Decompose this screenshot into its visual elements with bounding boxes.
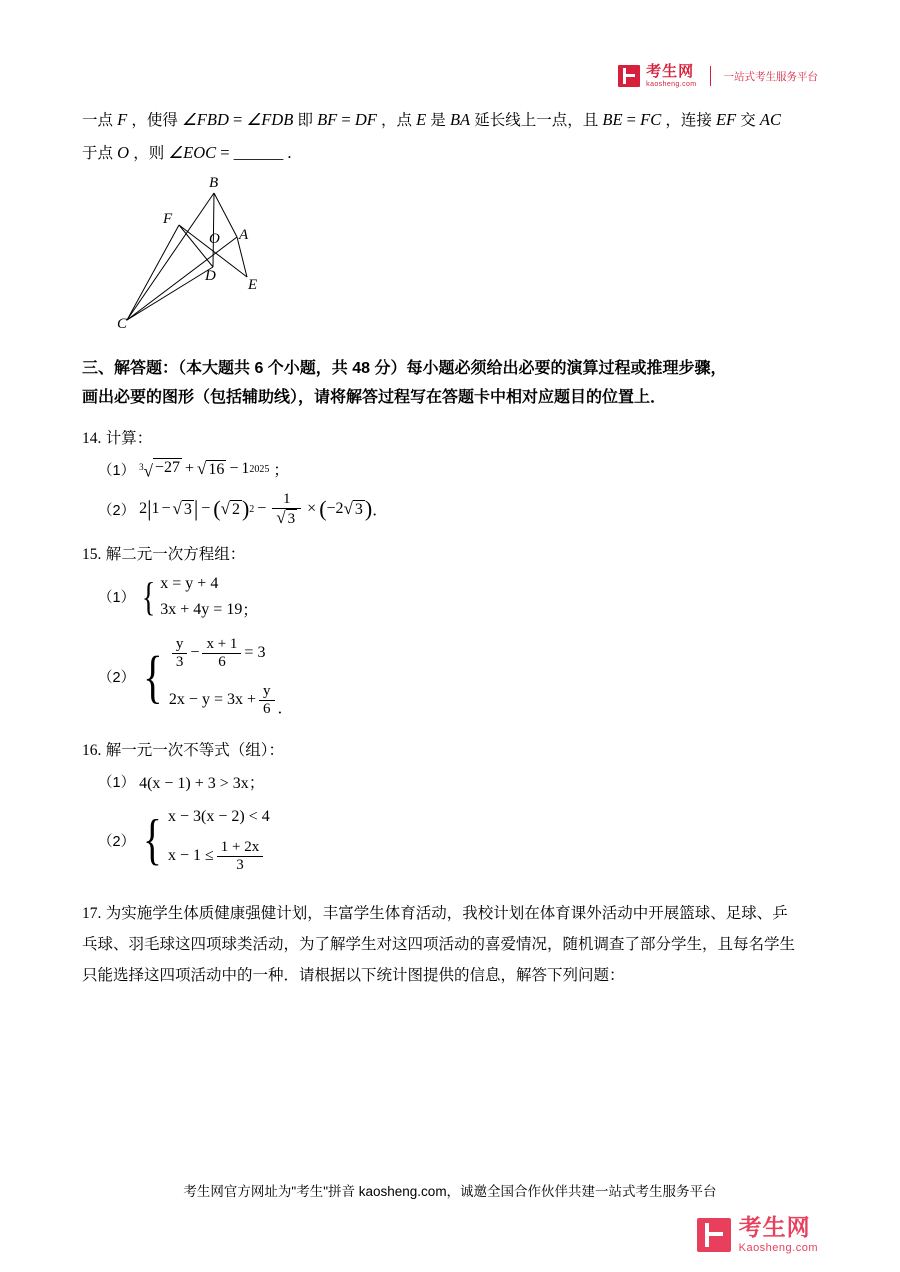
power-base: 1	[241, 460, 250, 478]
inequality-2	[168, 839, 270, 874]
inequality-2-left: x − 1 ≤	[167, 847, 214, 865]
power-exponent: 2025	[249, 463, 270, 475]
sqrt-two	[221, 500, 242, 519]
figure-label-E: E	[248, 277, 258, 293]
question-16-sub1	[98, 770, 822, 793]
sqrt-sign-3: √	[220, 498, 230, 518]
abs-bar-open: |	[147, 496, 152, 522]
period-2: ．	[372, 502, 388, 520]
question-16-sub2-label: （2）	[98, 833, 136, 850]
question-15-sub2-label: （2）	[98, 670, 136, 687]
word-is: 是	[430, 112, 446, 129]
question-15-number: 15.	[82, 545, 102, 563]
question-16-sub1-expr: 4(x − 1) + 3 > 3x；	[139, 774, 265, 792]
header-logo	[618, 64, 818, 88]
paren-open-1: (	[213, 496, 221, 522]
seg-EF: EF	[715, 110, 737, 129]
cube-root-sign: $^3$√	[139, 461, 153, 481]
question-14-sub2	[98, 491, 822, 528]
carryover-text-2: ，使得	[131, 112, 178, 129]
carryover-text-4: 延长线上一点，且	[474, 112, 599, 129]
fraction-numerator-1: 1	[272, 491, 301, 509]
question-15-stem: 解二元一次方程组：	[105, 545, 246, 563]
footer-note: 考生网官方网址为"考生"拼音 kaosheng.com，诚邀全国合作伙伴共建一站式考生服务平台	[183, 1184, 717, 1199]
sqrt-three-radicand-2: 3	[354, 500, 363, 518]
semicolon-2: ；	[242, 601, 258, 619]
system-brace-2: {	[143, 643, 163, 709]
section-heading-line1: 三、解答题：（本大题共 6 个小题，共 48 分）每小题必须给出必要的演算过程或推理步骤，	[82, 360, 727, 377]
period-1: .	[287, 143, 292, 162]
word-jiao: 交	[740, 112, 756, 129]
minus-sign-3: −	[257, 500, 267, 518]
frac-y-over-3: $\frac{y}{3}$	[172, 636, 188, 671]
question-16	[82, 738, 822, 760]
question-16-number: 16.	[82, 741, 102, 759]
paren-close-1: )	[241, 496, 250, 522]
system-1-eq-1: x = y + 4	[160, 574, 219, 592]
coefficient-2: 2	[139, 500, 148, 518]
system-equations-1	[160, 574, 242, 620]
angle-FDB: ∠FDB	[246, 110, 294, 129]
section-heading	[82, 354, 822, 412]
figure-label-C: C	[117, 316, 128, 332]
carryover-text-5: ，连接	[665, 112, 712, 129]
question-14-sub1	[98, 458, 822, 481]
question-17-line1: 为实施学生体质健康强健计划，丰富学生体育活动，我校计划在体育课外活动中开展篮球、足球、乒	[105, 904, 788, 922]
sqrt-three-1	[173, 500, 194, 519]
fraction-one-over-sqrt3	[272, 491, 301, 528]
var-F: F	[117, 110, 128, 129]
carryover-paragraph-line2	[82, 138, 822, 169]
abs-minus: −	[161, 500, 171, 518]
system-2-eq2-left: 2x − y = 3x +	[168, 691, 256, 709]
fraction-denominator-1: √ 3	[276, 507, 296, 527]
system-brace-1: {	[141, 573, 156, 619]
sqrt-sign-4: √	[343, 498, 353, 518]
system-2-eq-1	[169, 636, 278, 671]
inequality-1: x − 3(x − 2) < 4	[167, 807, 270, 825]
abs-bar-close: |	[193, 496, 199, 522]
angle-FBD: ∠FBD	[182, 110, 229, 129]
system-equations-2	[169, 636, 278, 718]
sqrt-three-2	[344, 500, 365, 519]
question-16-sub1-label: （1）	[98, 774, 136, 791]
sqrt-sign-2: √	[172, 498, 182, 518]
question-17-number: 17.	[82, 904, 102, 922]
question-15-sub2	[98, 636, 822, 718]
times-sign: ×	[307, 500, 317, 518]
paren-close-2: )	[364, 496, 373, 522]
figure-label-B: B	[209, 175, 219, 191]
paren-open-2: (	[319, 496, 327, 522]
seg-DF: DF	[354, 110, 377, 129]
seg-AC: AC	[759, 110, 781, 129]
header-logo-cn: 考生网	[646, 63, 695, 80]
header-logo-divider	[710, 66, 711, 86]
figure-label-O: O	[209, 231, 220, 247]
system-2-minus: −	[190, 644, 200, 662]
question-16-stem: 解一元一次不等式（组）：	[105, 741, 284, 759]
cube-root-radicand: −27	[153, 458, 182, 481]
var-E: E	[416, 110, 427, 129]
var-O: O	[117, 143, 130, 162]
seg-FC: FC	[640, 110, 662, 129]
seg-BA: BA	[449, 110, 471, 129]
abs-inner-one: 1	[151, 500, 160, 518]
footer-logo-en: Kaosheng.com	[738, 1242, 818, 1254]
question-14	[82, 426, 822, 448]
question-14-sub1-label: （1）	[98, 462, 136, 479]
square-root-sign: √	[196, 458, 207, 478]
header-slogan: 一站式考生服务平台	[723, 70, 818, 83]
equals-1: =	[233, 110, 243, 129]
question-17-line2: 乓球、羽毛球这四项球类活动，为了解学生对这四项活动的喜爱情况，随机调查了部分学生，且每名学生	[82, 935, 796, 953]
carryover-text-6: 于点	[82, 145, 114, 162]
square-root	[197, 460, 226, 479]
header-logo-en: kaosheng.com	[646, 81, 697, 88]
minus-sign: −	[229, 460, 239, 478]
seg-BE: BE	[602, 110, 623, 129]
kaosheng-footer-logo-icon	[697, 1218, 731, 1252]
question-17-line3: 只能选择这四项活动中的一种．请根据以下统计图提供的信息，解答下列问题：	[82, 966, 625, 984]
system-2-equals: = 3	[244, 644, 266, 662]
question-14-stem: 计算：	[105, 430, 153, 447]
question-17	[82, 898, 822, 991]
paren-exponent: 2	[249, 503, 255, 515]
angle-EOC: ∠EOC	[168, 143, 217, 162]
semicolon-1: ；	[273, 462, 289, 480]
kaosheng-logo-icon	[618, 65, 640, 87]
frac-y-over-6: $\frac{y}{6}$	[259, 683, 275, 718]
word-ji: 即	[297, 112, 313, 129]
footer-logo	[697, 1216, 818, 1254]
question-14-number: 14.	[82, 430, 102, 447]
sqrt-two-radicand: 2	[231, 500, 240, 518]
document-content	[82, 105, 822, 991]
geometry-figure-svg	[117, 175, 377, 340]
figure-label-F: F	[163, 211, 173, 227]
equals-2: =	[341, 110, 351, 129]
equals-4: =	[220, 143, 230, 162]
geometry-figure	[117, 175, 417, 340]
carryover-paragraph	[82, 105, 822, 136]
last-coefficient: −2	[326, 500, 344, 518]
system-2-eq-2	[169, 683, 278, 718]
sqrt-three-radicand-1: 3	[183, 500, 192, 518]
frac-x-plus-1-over-6: $\frac{x + 1}{6}$	[202, 636, 241, 671]
figure-label-D: D	[205, 268, 216, 284]
carryover-text-1: 一点	[82, 112, 114, 129]
inequality-system	[168, 807, 270, 874]
system-1-eq-2: 3x + 4y = 19	[160, 600, 243, 618]
footer-logo-text	[739, 1216, 818, 1254]
section-heading-line2: 画出必要的图形（包括辅助线），请将解答过程写在答题卡中相对应题目的位置上．	[82, 389, 667, 406]
equals-3: =	[626, 110, 636, 129]
square-root-radicand: 16	[208, 460, 225, 478]
footer-logo-cn: 考生网	[738, 1214, 811, 1240]
seg-BF: BF	[317, 110, 338, 129]
plus-sign: +	[184, 460, 194, 478]
frac-1plus2x-over-3: $\frac{1 + 2x}{3}$	[217, 839, 263, 874]
question-15	[82, 542, 822, 564]
period-3: ．	[277, 699, 294, 717]
carryover-text-7: ，则	[133, 145, 165, 162]
question-16-sub2	[98, 807, 822, 874]
question-15-sub1	[98, 574, 822, 620]
question-15-sub1-label: （1）	[98, 590, 136, 607]
question-14-sub2-label: （2）	[98, 502, 136, 519]
figure-label-A: A	[239, 227, 249, 243]
system-brace-3: {	[143, 809, 162, 872]
answer-blank: ______	[233, 143, 284, 162]
cube-root	[139, 458, 182, 481]
minus-sign-2: −	[201, 500, 211, 518]
header-logo-text	[646, 64, 696, 88]
carryover-text-3: ，点	[380, 112, 412, 129]
